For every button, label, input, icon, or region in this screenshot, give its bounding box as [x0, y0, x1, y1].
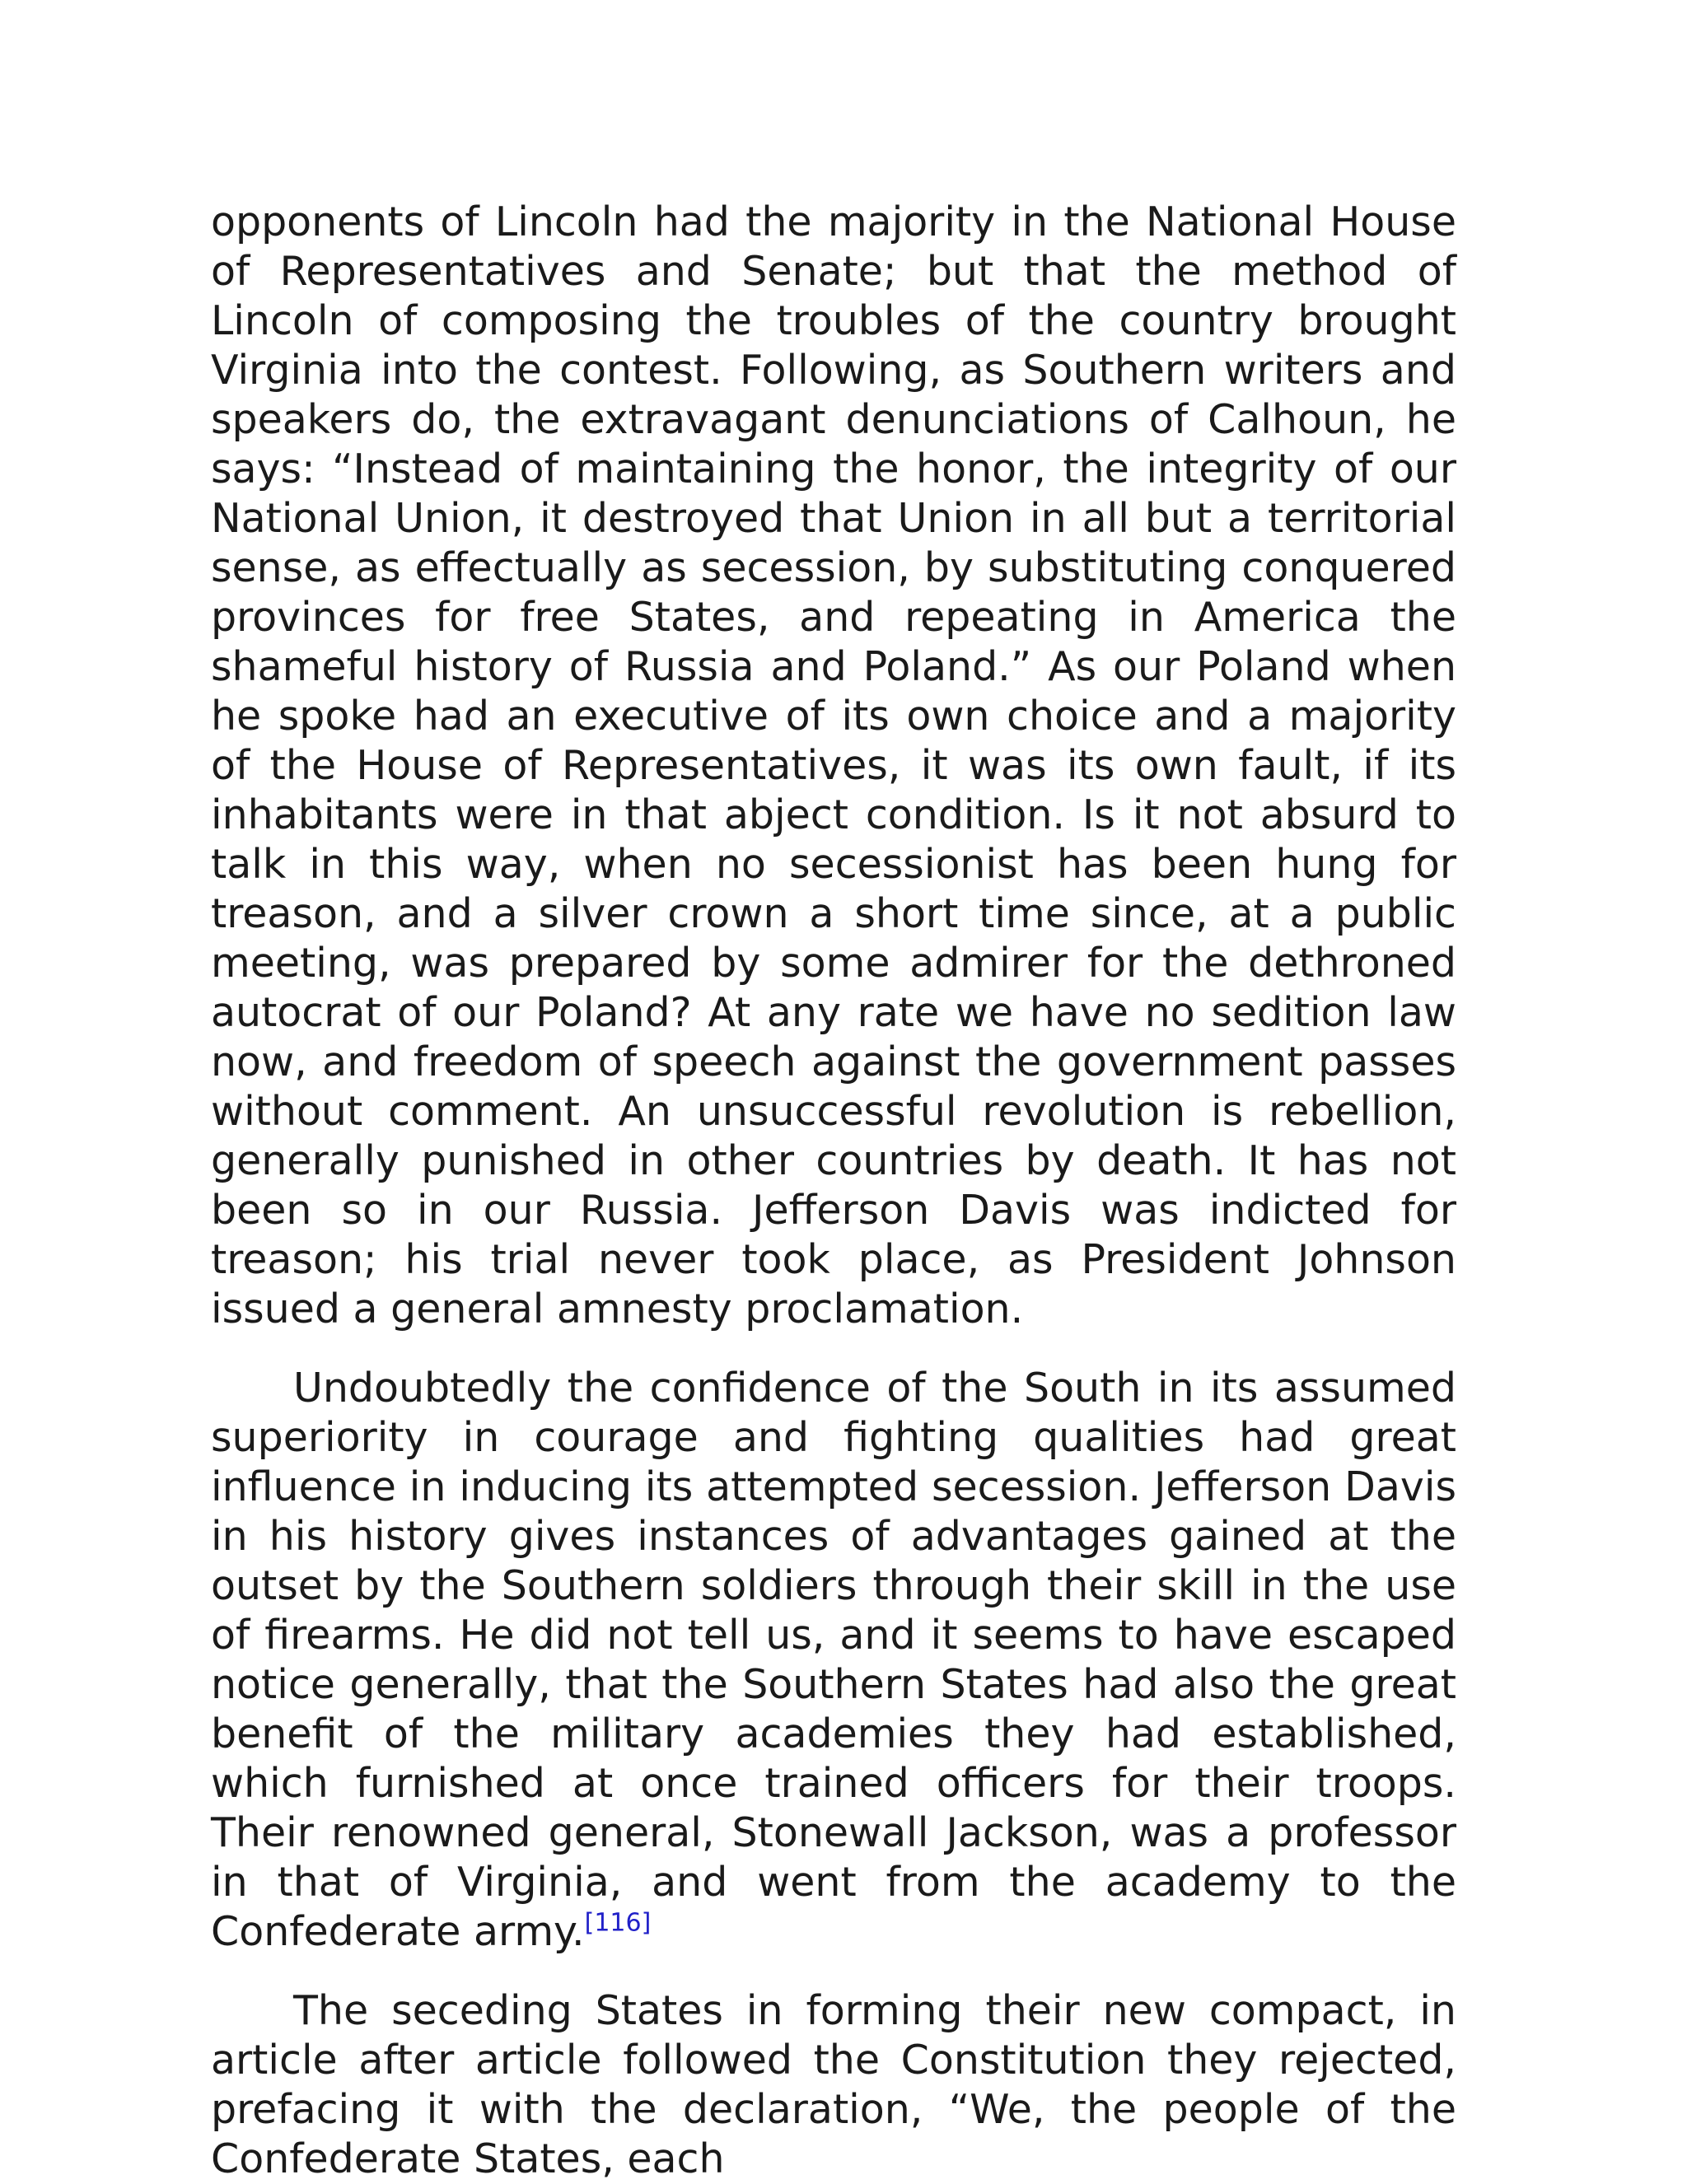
- footnote-link-116[interactable]: [116]: [584, 1908, 652, 1938]
- paragraph-2-text: Undoubtedly the confidence of the South in its assumed superiority in courage and fighting qualities had great influence in inducing its attempted secession. Jefferson Davis in his history gives instances of advantages gained at the outset by the Southern soldiers through their skill in the use of firearms. He did not tell us, and it seems to have escaped notice generally, that the Southern States had also the great benefit of the military academies they had established, which furnished at once trained officers for their troops. Their renowned general, Stonewall Jackson, was a professor in that of Virginia, and went from the academy to the Confederate army.: [211, 1365, 1456, 1955]
- paragraph-3: [211, 1986, 1456, 2184]
- paragraph-1-text: opponents of Lincoln had the majority in the National House of Representatives and Senate; but that the method of Lincoln of composing the troubles of the country brought Virginia into the contest. Following, as Southern writers and speakers do, the extravagant denunciations of Calhoun, he says: “Instead of maintaining the honor, the integrity of our National Union, it destroyed that Union in all but a territorial sense, as effectually as secession, by substituting conquered provinces for free States, and repeating in America the shameful history of Russia and Poland.” As our Poland when he spoke had an executive of its own choice and a majority of the House of Representatives, it was its own fault, if its inhabitants were in that abject condition. Is it not absurd to talk in this way, when no secessionist has been hung for treason, and a silver crown a short time since, at a public meeting, was prepared by some admirer for the dethroned autocrat of our Poland? At any rate we have no sedition law now, and freedom of speech against the government passes without comment. An unsuccessful revolution is rebellion, generally punished in other countries by death. It has not been so in our Russia. Jefferson Davis was indicted for treason; his trial never took place, as President Johnson issued a general amnesty proclamation.: [211, 198, 1456, 1332]
- paragraph-2: [211, 1364, 1456, 1957]
- page-body: [211, 198, 1456, 2184]
- paragraph-1: [211, 198, 1456, 1334]
- paragraph-3-text: The seceding States in forming their new compact, in article after article followed the Constitution they rejected, prefacing it with the declaration, “We, the people of the Confederate States, each: [211, 1987, 1456, 2182]
